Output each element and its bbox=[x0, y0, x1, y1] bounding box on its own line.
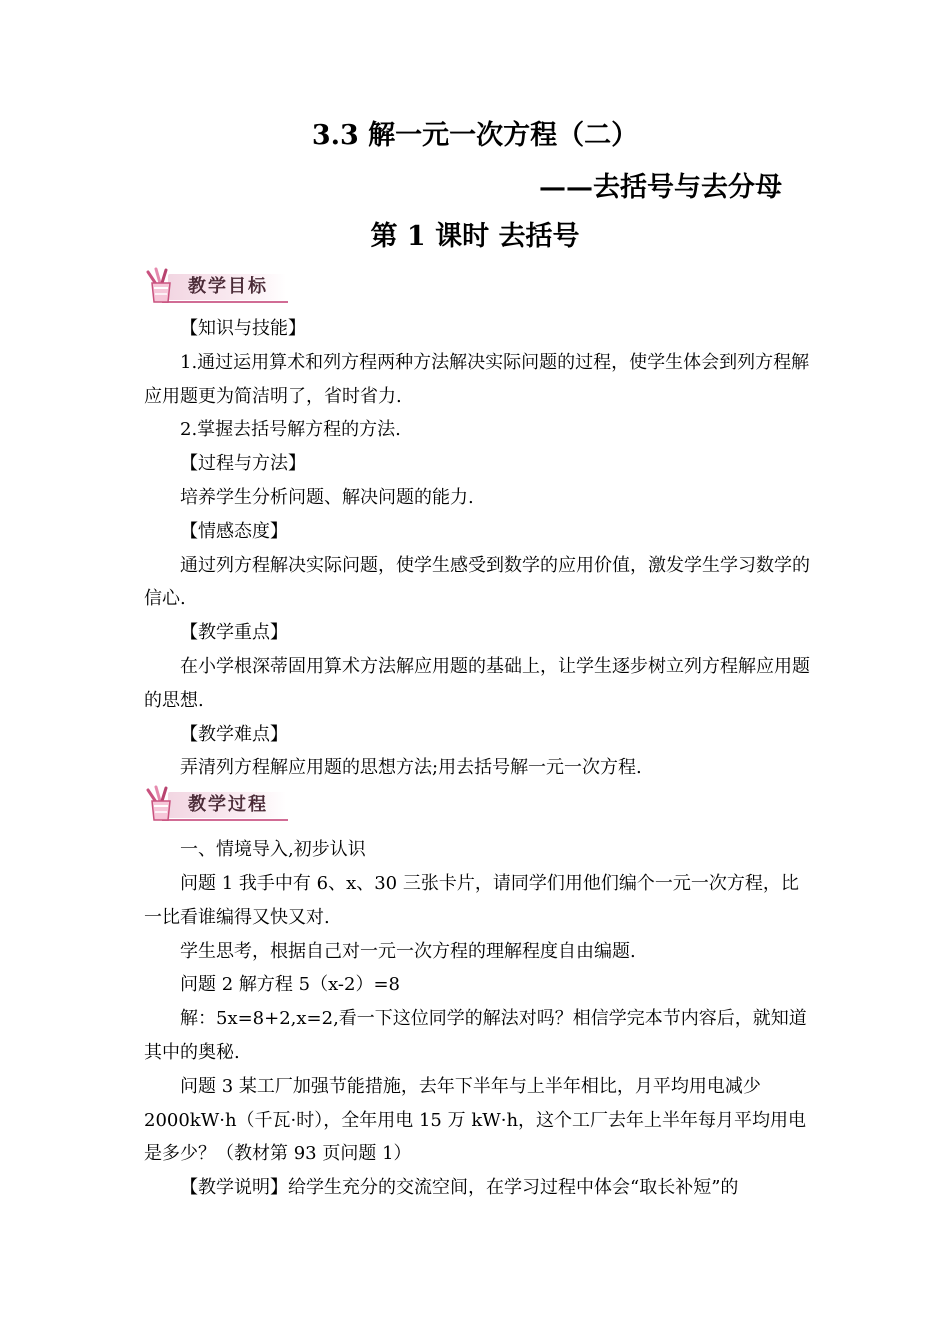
goal-item: 培养学生分析问题、解决问题的能力. bbox=[180, 486, 474, 508]
goal-item: 在小学根深蒂固用算术方法解应用题的基础上，让学生逐步树立列方程解应用题的思想. bbox=[144, 655, 810, 711]
banner-label: 教学过程 bbox=[188, 794, 268, 815]
goal-item: 2.掌握去括号解方程的方法. bbox=[180, 419, 401, 441]
heading-difficulty: 【教学难点】 bbox=[180, 723, 288, 745]
lesson-title: 第 1 课时 去括号 bbox=[370, 221, 580, 252]
heading-knowledge: 【知识与技能】 bbox=[180, 318, 306, 339]
page-title: 3.3 解一元一次方程（二） bbox=[311, 120, 639, 151]
heading-process-method: 【过程与方法】 bbox=[180, 453, 306, 475]
process-paragraph: 问题 2 解方程 5（x-2）=8 bbox=[180, 974, 400, 996]
pencil-cup-icon bbox=[142, 266, 188, 306]
section-banner-process bbox=[142, 784, 290, 824]
goal-item: 通过列方程解决实际问题，使学生感受到数学的应用价值，激发学生学习数学的信心. bbox=[144, 554, 810, 610]
process-paragraph: 学生思考，根据自己对一元一次方程的理解程度自由编题. bbox=[180, 940, 636, 962]
process-paragraph: 解：5x=8+2,x=2,看一下这位同学的解法对吗？相信学完本节内容后，就知道其中的奥秘. bbox=[144, 1008, 807, 1063]
goal-item: 弄清列方程解应用题的思想方法;用去括号解一元一次方程. bbox=[180, 757, 642, 779]
process-paragraph: 问题 1 我手中有 6、x、30 三张卡片，请同学们用他们编个一元一次方程，比一比看谁编得又快又对. bbox=[144, 872, 799, 928]
content-body bbox=[144, 312, 810, 1205]
section-banner-goals bbox=[142, 266, 290, 306]
banner-label: 教学目标 bbox=[188, 276, 268, 297]
process-paragraph: 一、情境导入,初步认识 bbox=[180, 839, 366, 861]
heading-key-point: 【教学重点】 bbox=[180, 622, 288, 644]
pencil-cup-icon bbox=[142, 784, 188, 824]
goal-item: 1.通过运用算术和列方程两种方法解决实际问题的过程，使学生体会到列方程解应用题更为简洁明了，省时省力. bbox=[144, 351, 810, 407]
process-paragraph: 【教学说明】给学生充分的交流空间，在学习过程中体会“取长补短”的 bbox=[180, 1177, 739, 1199]
process-paragraph: 问题 3 某工厂加强节能措施，去年下半年与上半年相比，月平均用电减少 2000kW·h（千瓦·时），全年用电 15 万 kW·h，这个工厂去年上半年每月平均用电是多少？（教材第 93 页问题 1） bbox=[144, 1075, 807, 1165]
page-subtitle: ——去括号与去分母 bbox=[539, 172, 782, 203]
heading-attitude: 【情感态度】 bbox=[180, 520, 288, 542]
